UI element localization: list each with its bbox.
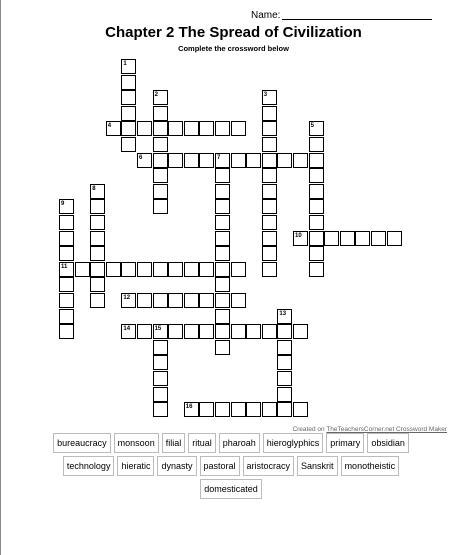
crossword-cell[interactable] bbox=[262, 137, 277, 152]
crossword-cell[interactable] bbox=[184, 262, 199, 277]
crossword-cell[interactable] bbox=[90, 293, 105, 308]
crossword-cell[interactable] bbox=[262, 184, 277, 199]
clue-number: 5 bbox=[310, 123, 314, 130]
crossword-cell[interactable] bbox=[293, 231, 308, 246]
crossword-cell[interactable] bbox=[59, 309, 74, 324]
crossword-cell[interactable] bbox=[184, 153, 199, 168]
word-bank-item: Sanskrit bbox=[297, 456, 338, 476]
crossword-cell[interactable] bbox=[137, 293, 152, 308]
crossword-cell[interactable] bbox=[277, 153, 292, 168]
crossword-cell[interactable] bbox=[59, 293, 74, 308]
crossword-cell[interactable] bbox=[277, 387, 292, 402]
crossword-cell[interactable] bbox=[215, 402, 230, 417]
crossword-cell[interactable] bbox=[262, 168, 277, 183]
word-bank-item: monsoon bbox=[114, 433, 159, 453]
clue-number: 11 bbox=[61, 263, 68, 270]
word-bank-item: obsidian bbox=[367, 433, 409, 453]
crossword-cell[interactable] bbox=[90, 277, 105, 292]
crossword-cell[interactable] bbox=[153, 153, 168, 168]
crossword-cell[interactable] bbox=[262, 215, 277, 230]
crossword-cell[interactable] bbox=[309, 262, 324, 277]
crossword-cell[interactable] bbox=[199, 153, 214, 168]
clue-number: 16 bbox=[185, 404, 193, 411]
word-bank-item: hieratic bbox=[117, 456, 154, 476]
word-bank-item: filial bbox=[162, 433, 186, 453]
crossword-cell[interactable] bbox=[199, 402, 214, 417]
clue-number: 15 bbox=[154, 326, 162, 333]
crossword-cell[interactable] bbox=[153, 293, 168, 308]
crossword-cell[interactable] bbox=[293, 402, 308, 417]
crossword-cell[interactable] bbox=[121, 90, 136, 105]
crossword-cell[interactable] bbox=[106, 121, 121, 136]
crossword-cell[interactable] bbox=[262, 90, 277, 105]
crossword-cell[interactable] bbox=[215, 168, 230, 183]
crossword-cell[interactable] bbox=[199, 121, 214, 136]
crossword-cell[interactable] bbox=[215, 184, 230, 199]
name-label: Name: bbox=[251, 10, 281, 21]
crossword-cell[interactable] bbox=[59, 199, 74, 214]
crossword-cell[interactable] bbox=[121, 293, 136, 308]
crossword-cell[interactable] bbox=[121, 59, 136, 74]
crossword-cell[interactable] bbox=[246, 324, 261, 339]
crossword-cell[interactable] bbox=[90, 246, 105, 261]
crossword-cell[interactable] bbox=[246, 153, 261, 168]
crossword-cell[interactable] bbox=[231, 153, 246, 168]
clue-number: 9 bbox=[61, 201, 65, 208]
crossword-cell[interactable] bbox=[215, 121, 230, 136]
crossword-cell[interactable] bbox=[153, 168, 168, 183]
crossword-cell[interactable] bbox=[309, 184, 324, 199]
crossword-cell[interactable] bbox=[153, 199, 168, 214]
crossword-cell[interactable] bbox=[262, 324, 277, 339]
crossword-cell[interactable] bbox=[215, 262, 230, 277]
crossword-cell[interactable] bbox=[59, 262, 74, 277]
crossword-cell[interactable] bbox=[153, 121, 168, 136]
crossword-cell[interactable] bbox=[153, 106, 168, 121]
crossword-cell[interactable] bbox=[168, 324, 183, 339]
crossword-cell[interactable] bbox=[231, 402, 246, 417]
crossword-cell[interactable] bbox=[277, 324, 292, 339]
crossword-cell[interactable] bbox=[59, 277, 74, 292]
credit-prefix: Created on bbox=[292, 426, 325, 433]
clue-number: 7 bbox=[217, 154, 221, 161]
crossword-cell[interactable] bbox=[309, 137, 324, 152]
crossword-cell[interactable] bbox=[262, 153, 277, 168]
crossword-cell[interactable] bbox=[309, 168, 324, 183]
crossword-cell[interactable] bbox=[121, 324, 136, 339]
crossword-cell[interactable] bbox=[215, 215, 230, 230]
crossword-cell[interactable] bbox=[184, 402, 199, 417]
word-bank-item: pastoral bbox=[200, 456, 240, 476]
crossword-cell[interactable] bbox=[90, 231, 105, 246]
crossword-cell[interactable] bbox=[293, 153, 308, 168]
crossword-cell[interactable] bbox=[215, 153, 230, 168]
crossword-cell[interactable] bbox=[387, 231, 402, 246]
crossword-cell[interactable] bbox=[168, 121, 183, 136]
crossword-cell[interactable] bbox=[168, 262, 183, 277]
crossword-cell[interactable] bbox=[137, 153, 152, 168]
crossword-cell[interactable] bbox=[231, 121, 246, 136]
crossword-cell[interactable] bbox=[262, 246, 277, 261]
crossword-cell[interactable] bbox=[277, 402, 292, 417]
crossword-cell[interactable] bbox=[309, 215, 324, 230]
crossword-cell[interactable] bbox=[355, 231, 370, 246]
crossword-cell[interactable] bbox=[59, 246, 74, 261]
clue-number: 4 bbox=[107, 123, 112, 130]
crossword-cell[interactable] bbox=[199, 262, 214, 277]
crossword-cell[interactable] bbox=[277, 355, 292, 370]
crossword-cell[interactable] bbox=[59, 215, 74, 230]
crossword-cell[interactable] bbox=[199, 293, 214, 308]
crossword-cell[interactable] bbox=[277, 340, 292, 355]
crossword-cell[interactable] bbox=[199, 324, 214, 339]
crossword-cell[interactable] bbox=[59, 324, 74, 339]
clue-number: 1 bbox=[123, 61, 127, 67]
word-bank-item: pharoah bbox=[219, 433, 260, 453]
word-bank-item: bureaucracy bbox=[53, 433, 111, 453]
crossword-cell[interactable] bbox=[309, 153, 324, 168]
crossword-cell[interactable] bbox=[215, 246, 230, 261]
crossword-cell[interactable] bbox=[309, 199, 324, 214]
crossword-cell[interactable] bbox=[215, 231, 230, 246]
crossword-cell[interactable] bbox=[262, 262, 277, 277]
crossword-cell[interactable] bbox=[137, 262, 152, 277]
credit-link[interactable]: TheTeachersCorner.net Crossword Maker bbox=[326, 426, 447, 433]
clue-number: 8 bbox=[92, 185, 96, 192]
crossword-cell[interactable] bbox=[90, 184, 105, 199]
crossword-cell[interactable] bbox=[371, 231, 386, 246]
crossword-cell[interactable] bbox=[215, 309, 230, 324]
word-bank-item: dynasty bbox=[157, 456, 196, 476]
crossword-cell[interactable] bbox=[231, 262, 246, 277]
crossword-cell[interactable] bbox=[153, 324, 168, 339]
crossword-cell[interactable] bbox=[121, 121, 136, 136]
crossword-cell[interactable] bbox=[153, 184, 168, 199]
crossword-cell[interactable] bbox=[262, 231, 277, 246]
word-bank-item: aristocracy bbox=[243, 456, 295, 476]
crossword-cell[interactable] bbox=[121, 137, 136, 152]
page-title: Chapter 2 The Spread of Civilization bbox=[105, 24, 362, 41]
crossword-cell[interactable] bbox=[106, 262, 121, 277]
crossword-cell[interactable] bbox=[215, 324, 230, 339]
crossword-cell[interactable] bbox=[121, 262, 136, 277]
word-bank-item: technology bbox=[63, 456, 115, 476]
crossword-cell[interactable] bbox=[324, 231, 339, 246]
word-bank-item: ritual bbox=[188, 433, 216, 453]
crossword-cell[interactable] bbox=[262, 121, 277, 136]
crossword-cell[interactable] bbox=[153, 355, 168, 370]
crossword-cell[interactable] bbox=[153, 262, 168, 277]
word-bank bbox=[50, 433, 412, 499]
crossword-cell[interactable] bbox=[75, 262, 90, 277]
crossword-cell[interactable] bbox=[137, 324, 152, 339]
crossword-cell[interactable] bbox=[340, 231, 355, 246]
word-bank-item: hieroglyphics bbox=[263, 433, 324, 453]
crossword-cell[interactable] bbox=[137, 121, 152, 136]
crossword-cell[interactable] bbox=[262, 106, 277, 121]
crossword-cell[interactable] bbox=[168, 293, 183, 308]
crossword-cell[interactable] bbox=[168, 153, 183, 168]
crossword-cell[interactable] bbox=[309, 121, 324, 136]
crossword-cell[interactable] bbox=[153, 402, 168, 417]
crossword-cell[interactable] bbox=[153, 387, 168, 402]
crossword-cell[interactable] bbox=[231, 293, 246, 308]
crossword-cell[interactable] bbox=[262, 402, 277, 417]
clue-number: 2 bbox=[154, 92, 158, 99]
clue-number: 3 bbox=[263, 92, 268, 99]
crossword-cell[interactable] bbox=[121, 106, 136, 121]
crossword-cell[interactable] bbox=[184, 324, 199, 339]
page-subtitle: Complete the crossword below bbox=[178, 44, 289, 53]
crossword-cell[interactable] bbox=[121, 75, 136, 90]
crossword-cell[interactable] bbox=[153, 137, 168, 152]
crossword-cell[interactable] bbox=[277, 371, 292, 386]
crossword-cell[interactable] bbox=[184, 293, 199, 308]
clue-number: 13 bbox=[279, 310, 287, 317]
crossword-cell[interactable] bbox=[90, 262, 105, 277]
crossword-cell[interactable] bbox=[215, 277, 230, 292]
word-bank-item: domesticated bbox=[200, 479, 262, 499]
crossword-cell[interactable] bbox=[59, 231, 74, 246]
crossword-cell[interactable] bbox=[262, 199, 277, 214]
crossword-cell[interactable] bbox=[215, 340, 230, 355]
crossword-cell[interactable] bbox=[309, 231, 324, 246]
clue-number: 6 bbox=[139, 154, 143, 161]
word-bank-item: primary bbox=[326, 433, 364, 453]
crossword-cell[interactable] bbox=[153, 371, 168, 386]
word-bank-item: monotheistic bbox=[341, 456, 400, 476]
crossword-cell[interactable] bbox=[215, 199, 230, 214]
crossword-cell[interactable] bbox=[153, 340, 168, 355]
crossword-cell[interactable] bbox=[184, 121, 199, 136]
crossword-cell[interactable] bbox=[277, 309, 292, 324]
clue-number: 12 bbox=[123, 295, 131, 301]
crossword-cell[interactable] bbox=[90, 215, 105, 230]
crossword-cell[interactable] bbox=[309, 246, 324, 261]
crossword-cell[interactable] bbox=[215, 293, 230, 308]
crossword-cell[interactable] bbox=[90, 199, 105, 214]
crossword-cell[interactable] bbox=[293, 324, 308, 339]
crossword-cell[interactable] bbox=[153, 90, 168, 105]
clue-number: 14 bbox=[123, 326, 131, 333]
clue-number: 10 bbox=[295, 232, 302, 239]
credit-line bbox=[292, 426, 447, 433]
crossword-cell[interactable] bbox=[231, 324, 246, 339]
crossword-cell[interactable] bbox=[246, 402, 261, 417]
